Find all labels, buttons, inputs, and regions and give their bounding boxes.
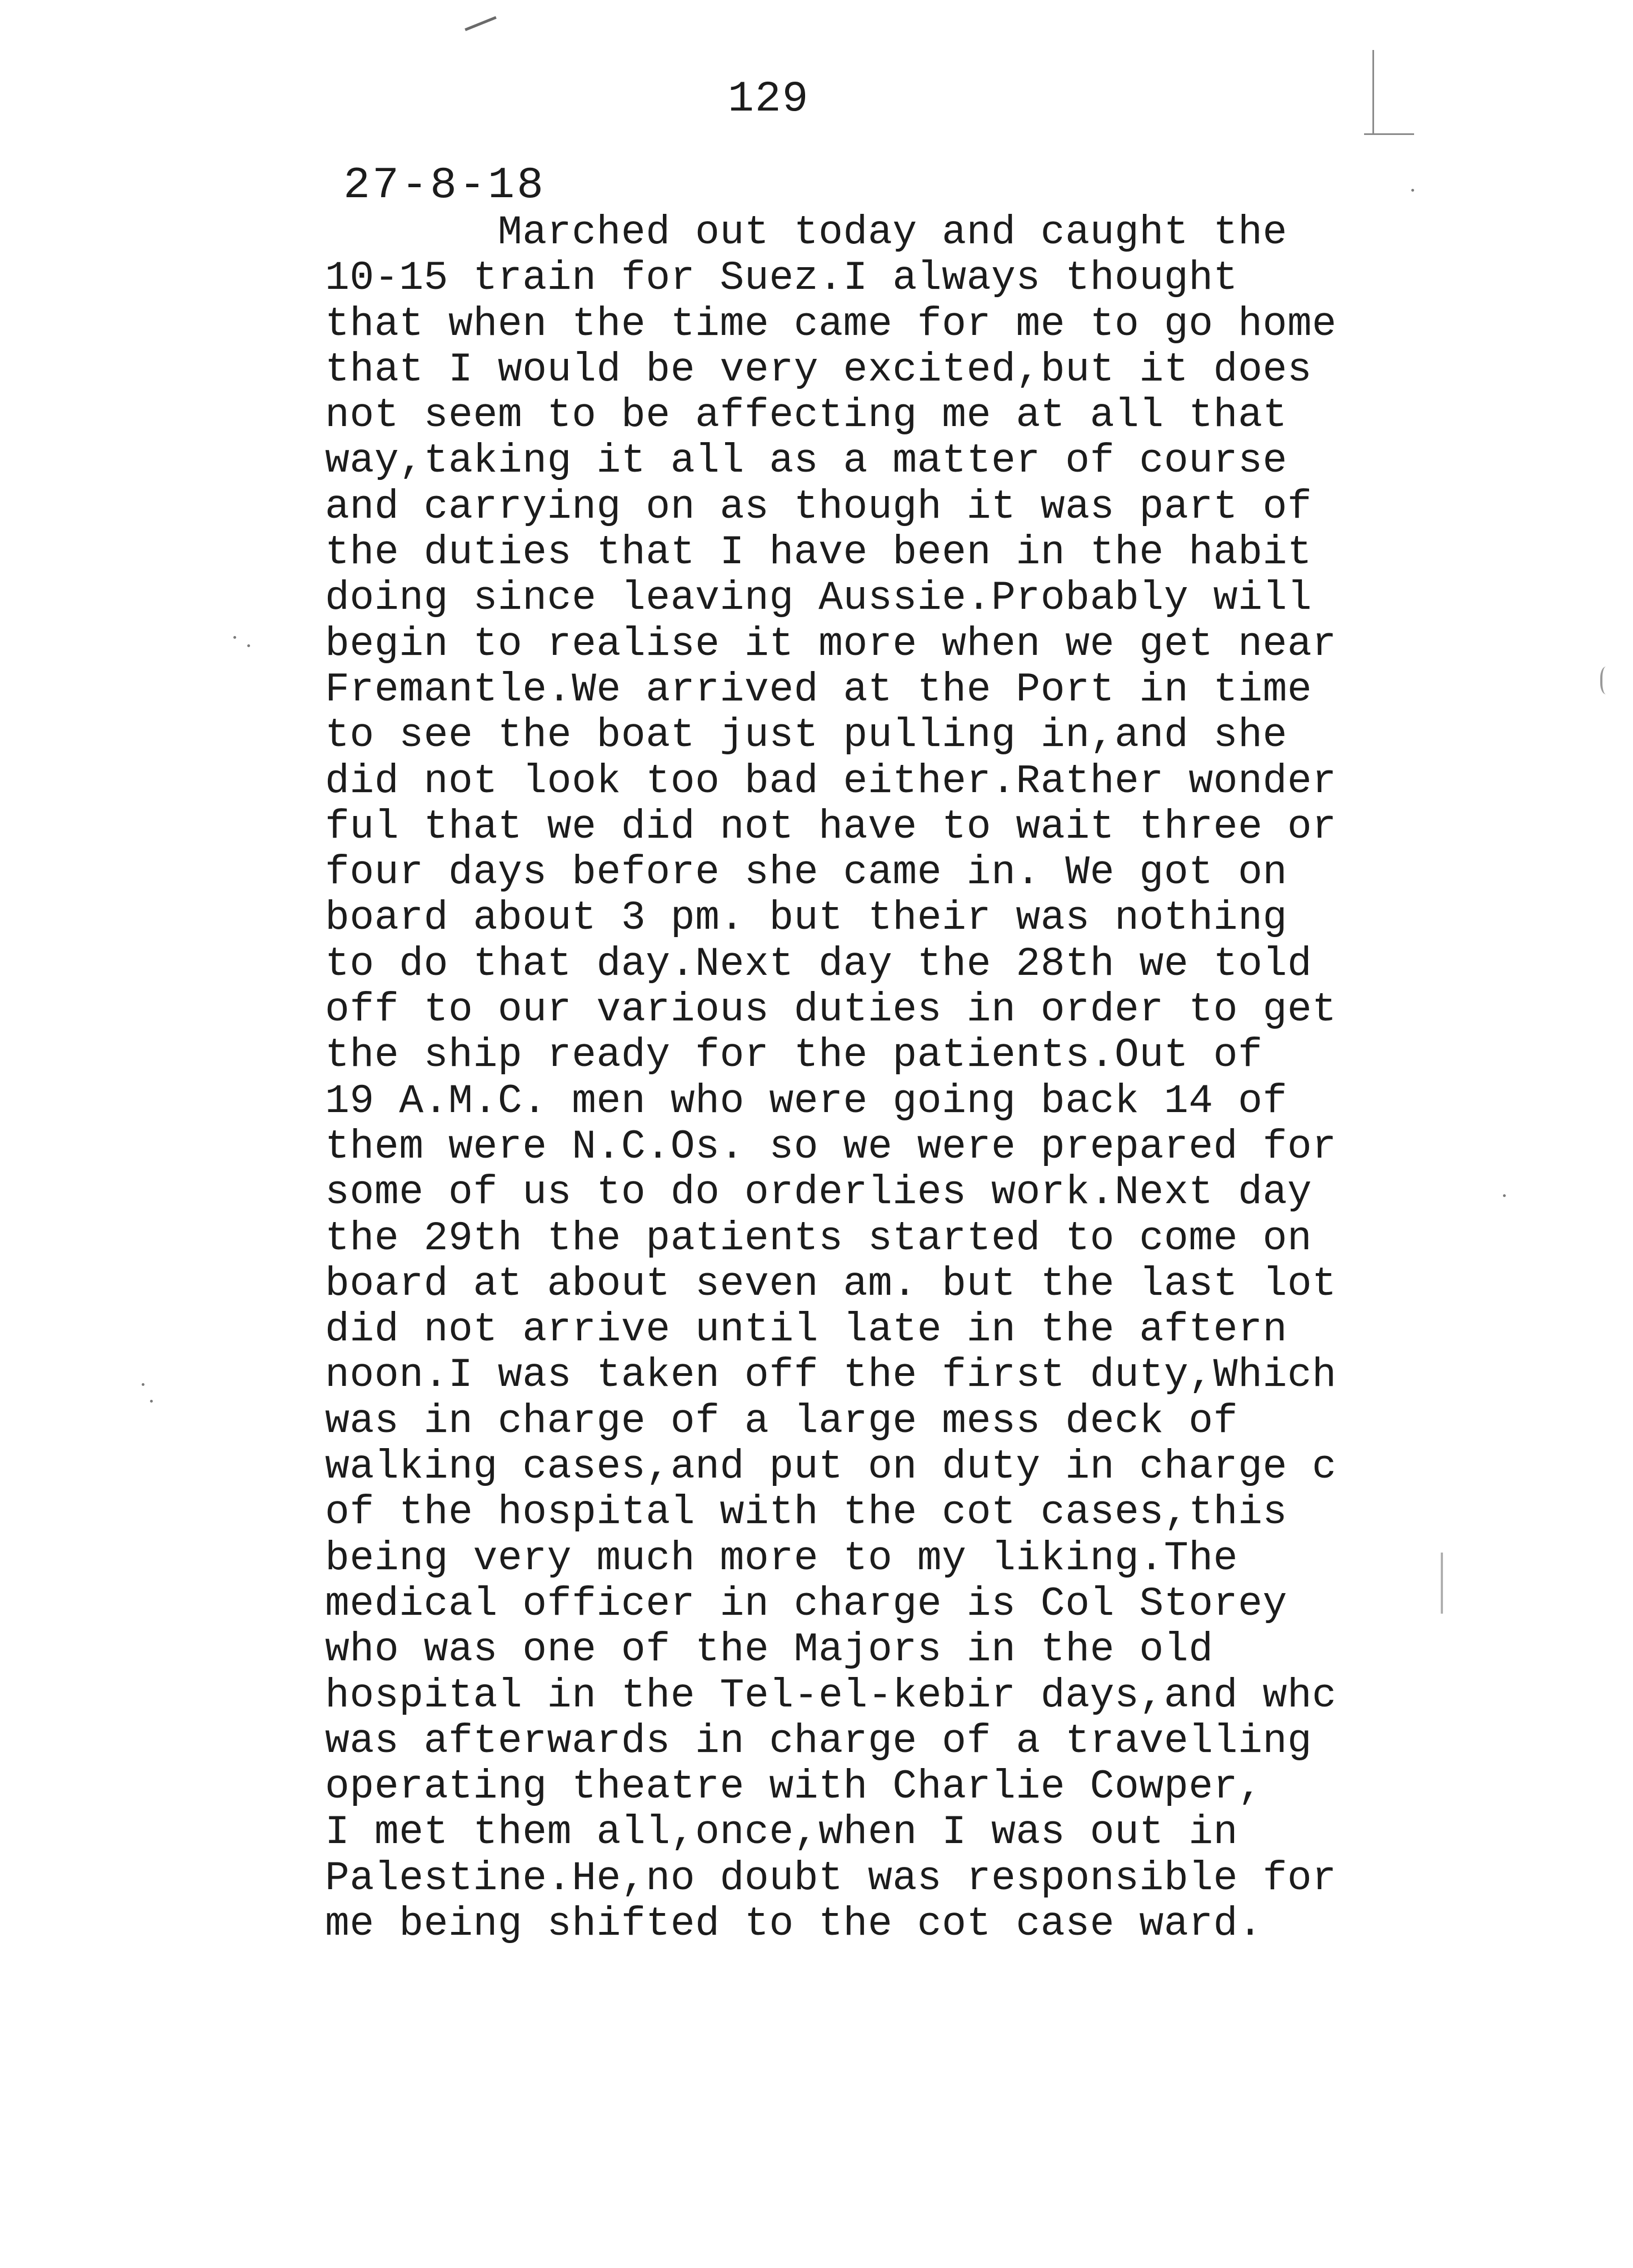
text-line: operating theatre with Charlie Cowper, [325, 1764, 1263, 1810]
text-line: not seem to be affecting me at all that [325, 392, 1287, 439]
text-line: board about 3 pm. but their was nothing [325, 895, 1287, 942]
text-line: four days before she came in. We got on [325, 849, 1287, 896]
scan-mark [465, 16, 497, 31]
text-line: medical officer in charge is Col Storey [325, 1580, 1287, 1627]
text-line: Fremantle.We arrived at the Port in time [325, 666, 1312, 713]
text-line: them were N.C.Os. so we were prepared for [325, 1123, 1337, 1170]
scan-mark [1600, 667, 1615, 694]
text-line: some of us to do orderlies work.Next day [325, 1169, 1312, 1216]
text-line: off to our various duties in order to get [325, 987, 1337, 1033]
scan-speck [247, 644, 250, 647]
text-line: being very much more to my liking.The [325, 1535, 1239, 1581]
text-line: doing since leaving Aussie.Probably will [325, 575, 1312, 622]
text-line: that when the time came for me to go home [325, 301, 1337, 347]
page-number: 129 [728, 75, 810, 124]
text-line: was afterwards in charge of a travelling [325, 1718, 1312, 1764]
scan-speck [1503, 1194, 1506, 1197]
scan-mark [1364, 133, 1414, 135]
scan-speck [142, 1383, 144, 1386]
text-line: did not arrive until late in the aftern [325, 1306, 1287, 1353]
text-line: Marched out today and caught the [325, 209, 1287, 256]
text-line: who was one of the Majors in the old [325, 1626, 1213, 1673]
text-line: of the hospital with the cot cases,this [325, 1489, 1287, 1536]
text-line: I met them all,once,when I was out in [325, 1809, 1239, 1856]
text-line: the 29th the patients started to come on [325, 1215, 1312, 1261]
text-line: begin to realise it more when we get near [325, 620, 1337, 667]
diary-text [325, 210, 1520, 1947]
text-line: the ship ready for the patients.Out of [325, 1032, 1263, 1079]
text-line: me being shifted to the cot case ward. [325, 1900, 1263, 1947]
text-line: 10-15 train for Suez.I always thought [325, 255, 1239, 302]
entry-date: 27-8-18 [343, 161, 546, 211]
text-line: way,taking it all as a matter of course [325, 438, 1287, 484]
text-line: walking cases,and put on duty in charge c [325, 1444, 1337, 1490]
text-line: board at about seven am. but the last lot [325, 1260, 1337, 1307]
text-line: ful that we did not have to wait three or [325, 803, 1337, 850]
text-line: Palestine.He,no doubt was responsible for [325, 1855, 1337, 1901]
text-line: was in charge of a large mess deck of [325, 1398, 1239, 1444]
text-line: did not look too bad either.Rather wonder [325, 758, 1337, 804]
scan-speck [233, 636, 236, 639]
text-line: 19 A.M.C. men who were going back 14 of [325, 1078, 1287, 1124]
text-line: and carrying on as though it was part of [325, 483, 1312, 530]
scan-mark [1441, 1553, 1443, 1614]
scan-speck [150, 1400, 153, 1403]
text-line: to do that day.Next day the 28th we told [325, 940, 1312, 987]
scan-mark [1372, 50, 1374, 133]
text-line: to see the boat just pulling in,and she [325, 712, 1287, 759]
text-line: that I would be very excited,but it does [325, 346, 1312, 393]
text-line: hospital in the Tel-el-kebir days,and whc [325, 1672, 1337, 1719]
text-line: noon.I was taken off the first duty,Which [325, 1352, 1337, 1399]
text-line: the duties that I have been in the habit [325, 529, 1312, 576]
scan-speck [1411, 189, 1414, 192]
